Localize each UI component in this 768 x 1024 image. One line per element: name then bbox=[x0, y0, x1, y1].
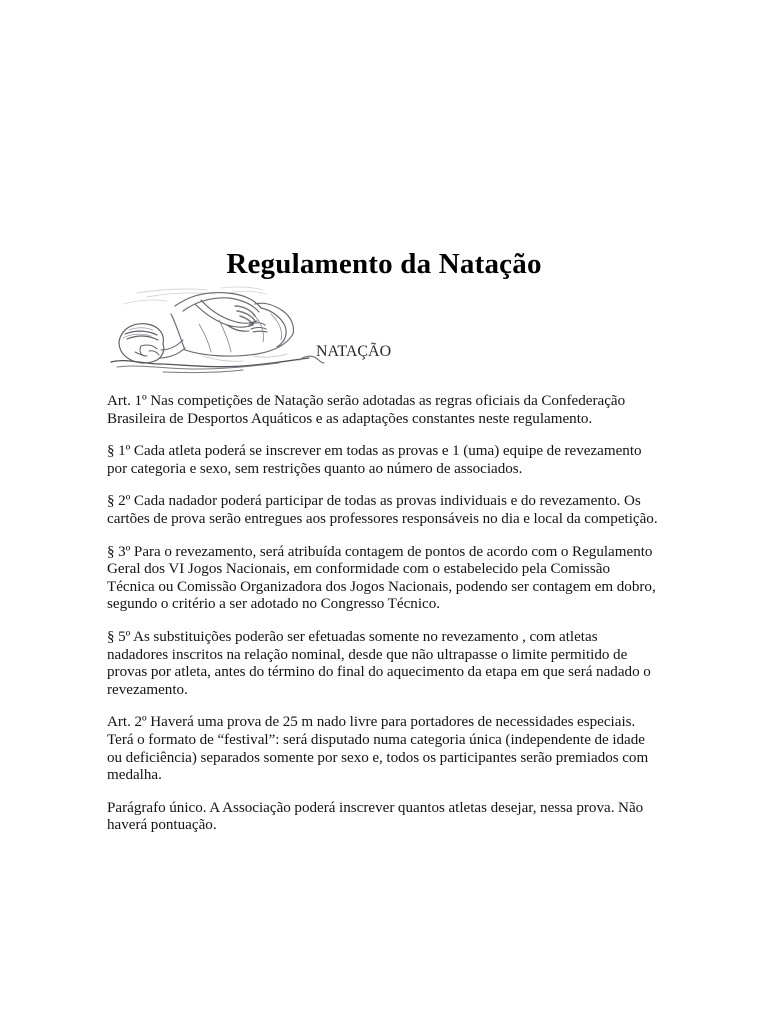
document-body bbox=[107, 393, 659, 835]
swimmer-sketch-icon bbox=[103, 284, 333, 376]
paragraph-paragrafo-unico: Parágrafo único. A Associação poderá inscrever quantos atletas desejar, nessa prova. Não haverá pontuação. bbox=[107, 799, 644, 834]
paragraph-paragrafo-2: § 2º Cada nadador poderá participar de todas as provas individuais e do revezamento. Os cartões de prova serão entregues aos professores responsáveis no dia e local da competição. bbox=[107, 493, 658, 527]
paragraph-paragrafo-1: § 1º Cada atleta poderá se inscrever em todas as provas e 1 (uma) equipe de revezamento por categoria e sexo, sem restrições quanto ao número de associados. bbox=[107, 443, 642, 477]
figure-block bbox=[103, 284, 663, 380]
paragraph-art-2: Art. 2º Haverá uma prova de 25 m nado livre para portadores de necessidades especiais. Terá o formato de “festival”: será disputado numa categoria única (independente de idade ou deficiência) separados somente por sexo e, todos os participantes serão premiados com medalha. bbox=[107, 714, 649, 784]
paragraph-paragrafo-5: § 5º As substituições poderão ser efetuadas somente no revezamento , com atletas nadadores inscritos na relação nominal, desde que não ultrapasse o limite permitido de provas por atleta, antes do término do final do aquecimento da etapa em que será nadado o revezamento. bbox=[107, 628, 651, 698]
paragraph-art-1: Art. 1º Nas competições de Natação serão adotadas as regras oficiais da Confederação Brasileira de Desportos Aquáticos e as adaptações constantes neste regulamento. bbox=[107, 393, 626, 427]
page-title: Regulamento da Natação bbox=[226, 248, 542, 280]
figure-caption: NATAÇÃO bbox=[316, 343, 392, 360]
paragraph-paragrafo-3: § 3º Para o revezamento, será atribuída contagem de pontos de acordo com o Regulamento Geral dos VI Jogos Nacionais, em conformidade com o estabelecido pela Comissão Técnica ou Comissão Organizadora dos Jogos Nacionais, podendo ser contagem em dobro, segundo o critério a ser adotado no Congresso Técnico. bbox=[107, 543, 656, 613]
